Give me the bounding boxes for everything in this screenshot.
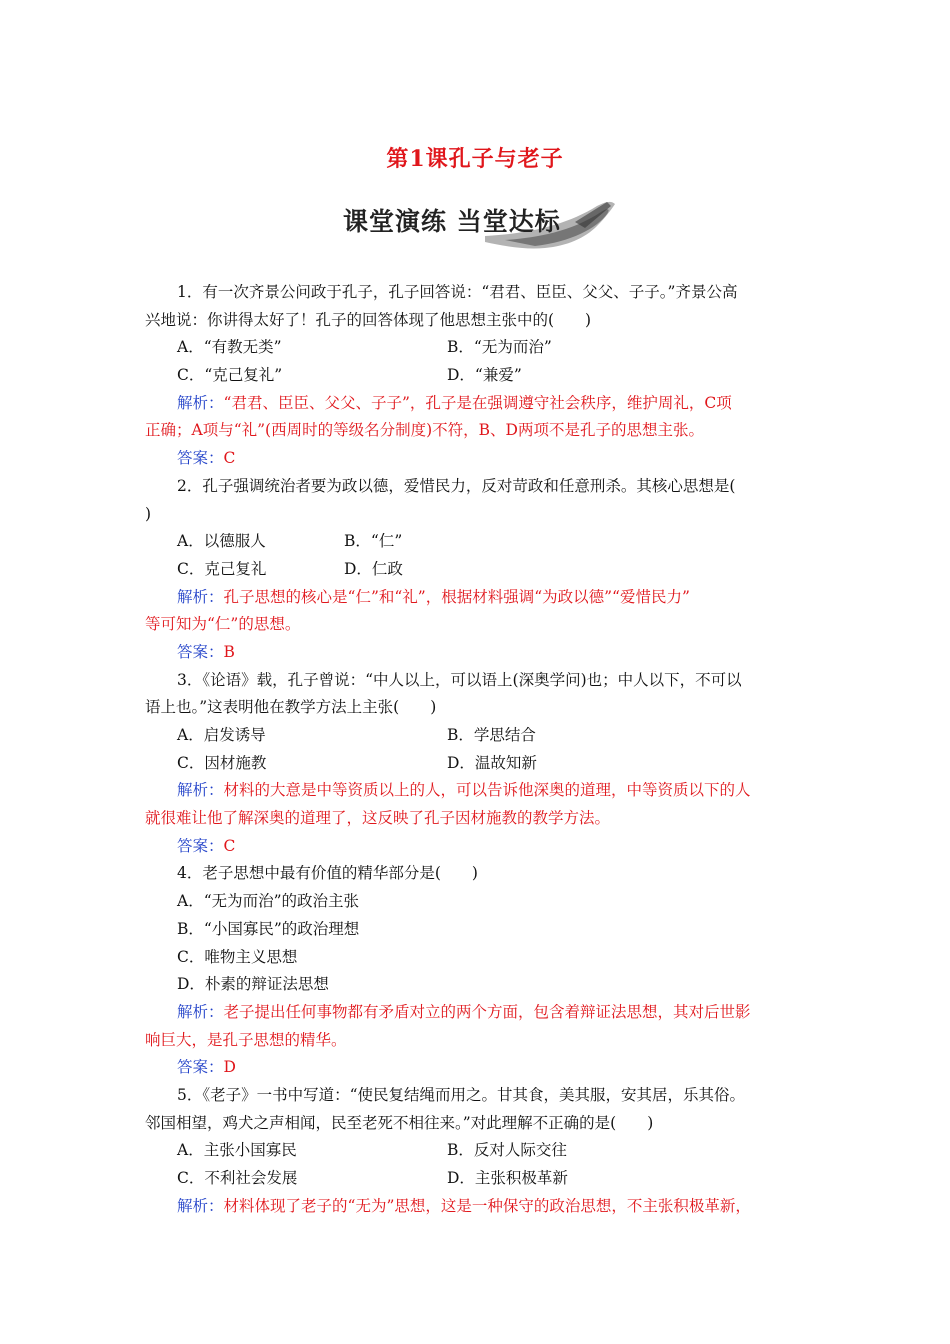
question-2-option-c: C．克己复礼 — [177, 559, 267, 578]
answer-value: B — [223, 642, 235, 661]
question-4-option-a: A．“无为而治”的政治主张 — [177, 892, 360, 911]
question-5-option-d: D．主张积极革新 — [447, 1169, 568, 1187]
analysis-label: 解析： — [177, 587, 224, 606]
question-2-option-a: A．以德服人 — [177, 532, 266, 551]
question-3-options-ab — [145, 722, 815, 750]
question-5-options-ab — [145, 1137, 815, 1165]
analysis-label: 解析： — [177, 781, 224, 800]
question-1-analysis-line1 — [145, 390, 815, 418]
question-1-analysis-line2: 正确；A项与“礼”(西周时的等级名分制度)不符，B、D两项不是孔子的思想主张。 — [145, 421, 704, 440]
question-3-answer — [145, 833, 815, 861]
question-1-stem-line2: 兴地说：你讲得太好了！孔子的回答体现了他思想主张中的( ) — [145, 310, 592, 329]
question-1-option-d: D．“兼爱” — [447, 366, 522, 385]
question-3-stem-line2: 语上也。”这表明他在教学方法上主张( ) — [145, 698, 437, 717]
question-3-option-a: A．启发诱导 — [177, 726, 266, 744]
question-4-stem-line1: 4．老子思想中最有价值的精华部分是( ) — [177, 864, 478, 883]
analysis-text: “君君、臣臣、父父、子子”，孔子是在强调遵守社会秩序，维护周礼，C项 — [223, 393, 732, 412]
question-4-option-d: D．朴素的辩证法思想 — [177, 975, 329, 994]
banner-label: 课堂演练 当堂达标 — [343, 207, 561, 236]
question-1-option-c: C．“克己复礼” — [177, 366, 283, 385]
answer-value: C — [223, 836, 236, 855]
question-3-option-b: B．学思结合 — [447, 726, 536, 744]
question-3-option-d: D．温故知新 — [447, 753, 537, 772]
question-2-option-b: B．“仁” — [344, 532, 403, 551]
analysis-label: 解析： — [177, 1002, 224, 1021]
lesson-title: 第1课孔子与老子 — [386, 146, 564, 172]
answer-value: D — [223, 1058, 236, 1077]
section-banner — [335, 196, 620, 254]
question-4-option-c: C．唯物主义思想 — [177, 947, 298, 966]
question-4-analysis-line2: 响巨大，是孔子思想的精华。 — [145, 1030, 347, 1049]
question-2-analysis-line2: 等可知为“仁”的思想。 — [145, 615, 301, 634]
question-5-stem-line2: 邻国相望，鸡犬之声相闻，民至老死不相往来。”对此理解不正确的是( ) — [145, 1113, 654, 1132]
analysis-text: 孔子思想的核心是“仁”和“礼”，根据材料强调“为政以德”“爱惜民力” — [223, 587, 690, 606]
question-1-option-a: A．“有教无类” — [177, 338, 282, 357]
question-5-options-cd — [145, 1165, 815, 1193]
question-3-options-cd — [145, 750, 815, 778]
analysis-label: 解析： — [177, 1196, 224, 1215]
question-5-option-b: B．反对人际交往 — [447, 1141, 567, 1160]
question-3-stem-line1: 3．《论语》载，孔子曾说：“中人以上，可以语上(深奥学问)也；中人以下，不可以 — [177, 670, 742, 689]
question-1-options-ab — [145, 334, 815, 362]
question-4-option-b: B．“小国寡民”的政治理想 — [177, 919, 360, 938]
question-3-option-c: C．因材施教 — [177, 753, 267, 772]
question-5-option-a: A．主张小国寡民 — [177, 1141, 297, 1160]
question-4-analysis-line1 — [145, 999, 815, 1027]
question-2-answer — [145, 639, 815, 667]
question-2-options-cd — [145, 556, 815, 584]
answer-label: 答案： — [177, 642, 224, 661]
answer-label: 答案： — [177, 836, 224, 855]
question-1-stem-line1: 1．有一次齐景公问政于孔子，孔子回答说：“君君、臣臣、父父、子子。”齐景公高 — [177, 283, 738, 301]
answer-value: C — [223, 449, 236, 468]
question-2-option-d: D．仁政 — [344, 559, 403, 578]
analysis-text: 材料体现了老子的“无为”思想，这是一种保守的政治思想，不主张积极革新， — [223, 1196, 751, 1215]
question-3-analysis-line2: 就很难让他了解深奥的道理了，这反映了孔子因材施教的教学方法。 — [145, 809, 611, 828]
question-1-answer — [145, 445, 815, 473]
question-5-analysis-line1 — [145, 1193, 815, 1221]
analysis-text: 老子提出任何事物都有矛盾对立的两个方面，包含着辩证法思想，其对后世影 — [223, 1002, 751, 1021]
question-1-options-cd — [145, 362, 815, 390]
analysis-label: 解析： — [177, 393, 224, 412]
answer-label: 答案： — [177, 1058, 224, 1077]
question-5-option-c: C．不利社会发展 — [177, 1169, 298, 1187]
question-1-option-b: B．“无为而治” — [447, 338, 552, 357]
answer-label: 答案： — [177, 449, 224, 468]
question-5-stem-line1: 5．《老子》一书中写道：“使民复结绳而用之。甘其食，美其服，安其居，乐其俗。 — [177, 1085, 746, 1104]
questions-area — [145, 279, 815, 1220]
question-2-analysis-line1 — [145, 584, 815, 612]
question-2-stem-line1: 2．孔子强调统治者要为政以德，爱惜民力，反对苛政和任意刑杀。其核心思想是( — [177, 476, 736, 495]
question-2-options-ab — [145, 528, 815, 556]
question-2-stem-line2: ) — [145, 504, 152, 523]
analysis-text: 材料的大意是中等资质以上的人，可以告诉他深奥的道理，中等资质以下的人 — [223, 781, 751, 800]
question-4-answer — [145, 1054, 815, 1082]
question-3-analysis-line1 — [145, 777, 815, 805]
